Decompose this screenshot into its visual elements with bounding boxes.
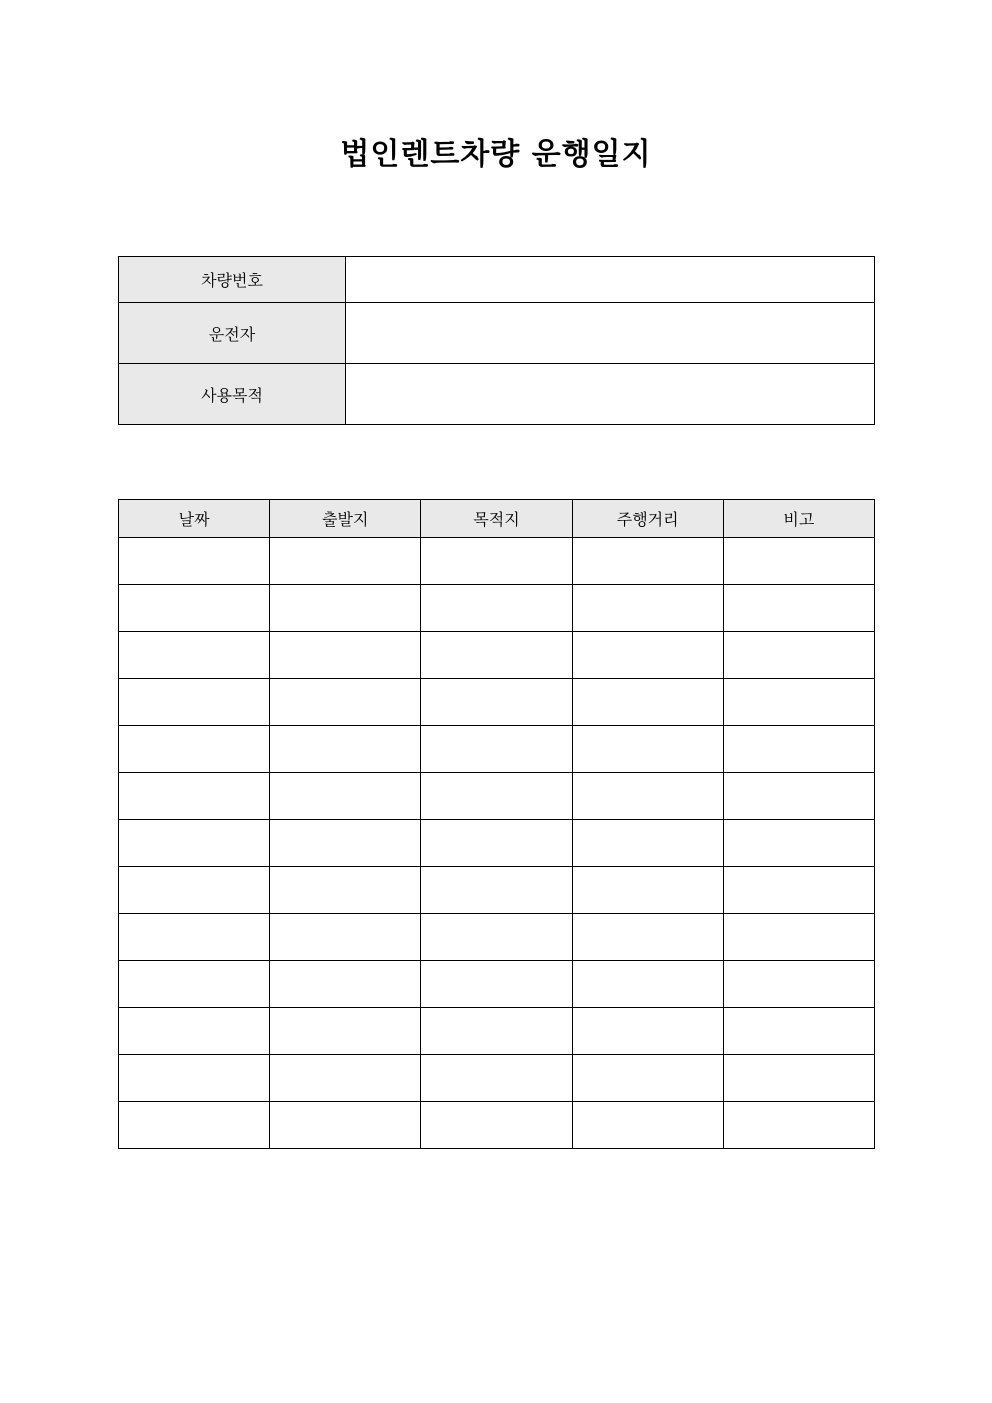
- departure-cell[interactable]: [270, 1055, 421, 1102]
- distance-cell[interactable]: [572, 538, 723, 585]
- header-distance: 주행거리: [572, 500, 723, 538]
- info-row-vehicle-number: [119, 257, 875, 303]
- departure-cell[interactable]: [270, 632, 421, 679]
- header-departure: 출발지: [270, 500, 421, 538]
- purpose-field[interactable]: [346, 364, 875, 425]
- remarks-cell[interactable]: [723, 632, 874, 679]
- distance-cell[interactable]: [572, 961, 723, 1008]
- distance-cell[interactable]: [572, 585, 723, 632]
- distance-cell[interactable]: [572, 820, 723, 867]
- log-body: [119, 538, 875, 1149]
- table-row: [119, 585, 875, 632]
- header-destination: 목적지: [421, 500, 572, 538]
- departure-cell[interactable]: [270, 585, 421, 632]
- table-row: [119, 679, 875, 726]
- distance-cell[interactable]: [572, 726, 723, 773]
- remarks-cell[interactable]: [723, 538, 874, 585]
- departure-cell[interactable]: [270, 1008, 421, 1055]
- vehicle-number-label: 차량번호: [119, 257, 346, 303]
- distance-cell[interactable]: [572, 867, 723, 914]
- destination-cell[interactable]: [421, 773, 572, 820]
- date-cell[interactable]: [119, 961, 270, 1008]
- remarks-cell[interactable]: [723, 961, 874, 1008]
- departure-cell[interactable]: [270, 538, 421, 585]
- remarks-cell[interactable]: [723, 585, 874, 632]
- departure-cell[interactable]: [270, 726, 421, 773]
- distance-cell[interactable]: [572, 1055, 723, 1102]
- table-row: [119, 820, 875, 867]
- vehicle-number-field[interactable]: [346, 257, 875, 303]
- destination-cell[interactable]: [421, 961, 572, 1008]
- info-row-driver: [119, 303, 875, 364]
- date-cell[interactable]: [119, 632, 270, 679]
- date-cell[interactable]: [119, 1055, 270, 1102]
- info-row-purpose: [119, 364, 875, 425]
- log-header-row: [119, 500, 875, 538]
- distance-cell[interactable]: [572, 679, 723, 726]
- destination-cell[interactable]: [421, 820, 572, 867]
- destination-cell[interactable]: [421, 585, 572, 632]
- header-date: 날짜: [119, 500, 270, 538]
- remarks-cell[interactable]: [723, 1102, 874, 1149]
- date-cell[interactable]: [119, 679, 270, 726]
- departure-cell[interactable]: [270, 1102, 421, 1149]
- header-remarks: 비고: [723, 500, 874, 538]
- remarks-cell[interactable]: [723, 679, 874, 726]
- departure-cell[interactable]: [270, 961, 421, 1008]
- destination-cell[interactable]: [421, 632, 572, 679]
- remarks-cell[interactable]: [723, 773, 874, 820]
- destination-cell[interactable]: [421, 1055, 572, 1102]
- departure-cell[interactable]: [270, 867, 421, 914]
- destination-cell[interactable]: [421, 538, 572, 585]
- table-row: [119, 1008, 875, 1055]
- departure-cell[interactable]: [270, 914, 421, 961]
- table-row: [119, 538, 875, 585]
- date-cell[interactable]: [119, 538, 270, 585]
- remarks-cell[interactable]: [723, 1008, 874, 1055]
- departure-cell[interactable]: [270, 820, 421, 867]
- remarks-cell[interactable]: [723, 867, 874, 914]
- destination-cell[interactable]: [421, 1008, 572, 1055]
- distance-cell[interactable]: [572, 1008, 723, 1055]
- table-row: [119, 1055, 875, 1102]
- date-cell[interactable]: [119, 867, 270, 914]
- destination-cell[interactable]: [421, 867, 572, 914]
- table-row: [119, 1102, 875, 1149]
- remarks-cell[interactable]: [723, 726, 874, 773]
- table-row: [119, 914, 875, 961]
- departure-cell[interactable]: [270, 773, 421, 820]
- date-cell[interactable]: [119, 773, 270, 820]
- destination-cell[interactable]: [421, 726, 572, 773]
- destination-cell[interactable]: [421, 914, 572, 961]
- table-row: [119, 726, 875, 773]
- remarks-cell[interactable]: [723, 914, 874, 961]
- driving-log-table: [118, 499, 875, 1149]
- table-row: [119, 773, 875, 820]
- date-cell[interactable]: [119, 1008, 270, 1055]
- vehicle-info-table: [118, 256, 875, 425]
- date-cell[interactable]: [119, 820, 270, 867]
- date-cell[interactable]: [119, 1102, 270, 1149]
- table-row: [119, 867, 875, 914]
- document-title: 법인렌트차량 운행일지: [340, 137, 652, 172]
- table-row: [119, 961, 875, 1008]
- date-cell[interactable]: [119, 914, 270, 961]
- remarks-cell[interactable]: [723, 820, 874, 867]
- distance-cell[interactable]: [572, 914, 723, 961]
- departure-cell[interactable]: [270, 679, 421, 726]
- date-cell[interactable]: [119, 726, 270, 773]
- destination-cell[interactable]: [421, 1102, 572, 1149]
- distance-cell[interactable]: [572, 632, 723, 679]
- remarks-cell[interactable]: [723, 1055, 874, 1102]
- distance-cell[interactable]: [572, 773, 723, 820]
- driver-label: 운전자: [119, 303, 346, 364]
- purpose-label: 사용목적: [119, 364, 346, 425]
- distance-cell[interactable]: [572, 1102, 723, 1149]
- date-cell[interactable]: [119, 585, 270, 632]
- destination-cell[interactable]: [421, 679, 572, 726]
- table-row: [119, 632, 875, 679]
- driver-field[interactable]: [346, 303, 875, 364]
